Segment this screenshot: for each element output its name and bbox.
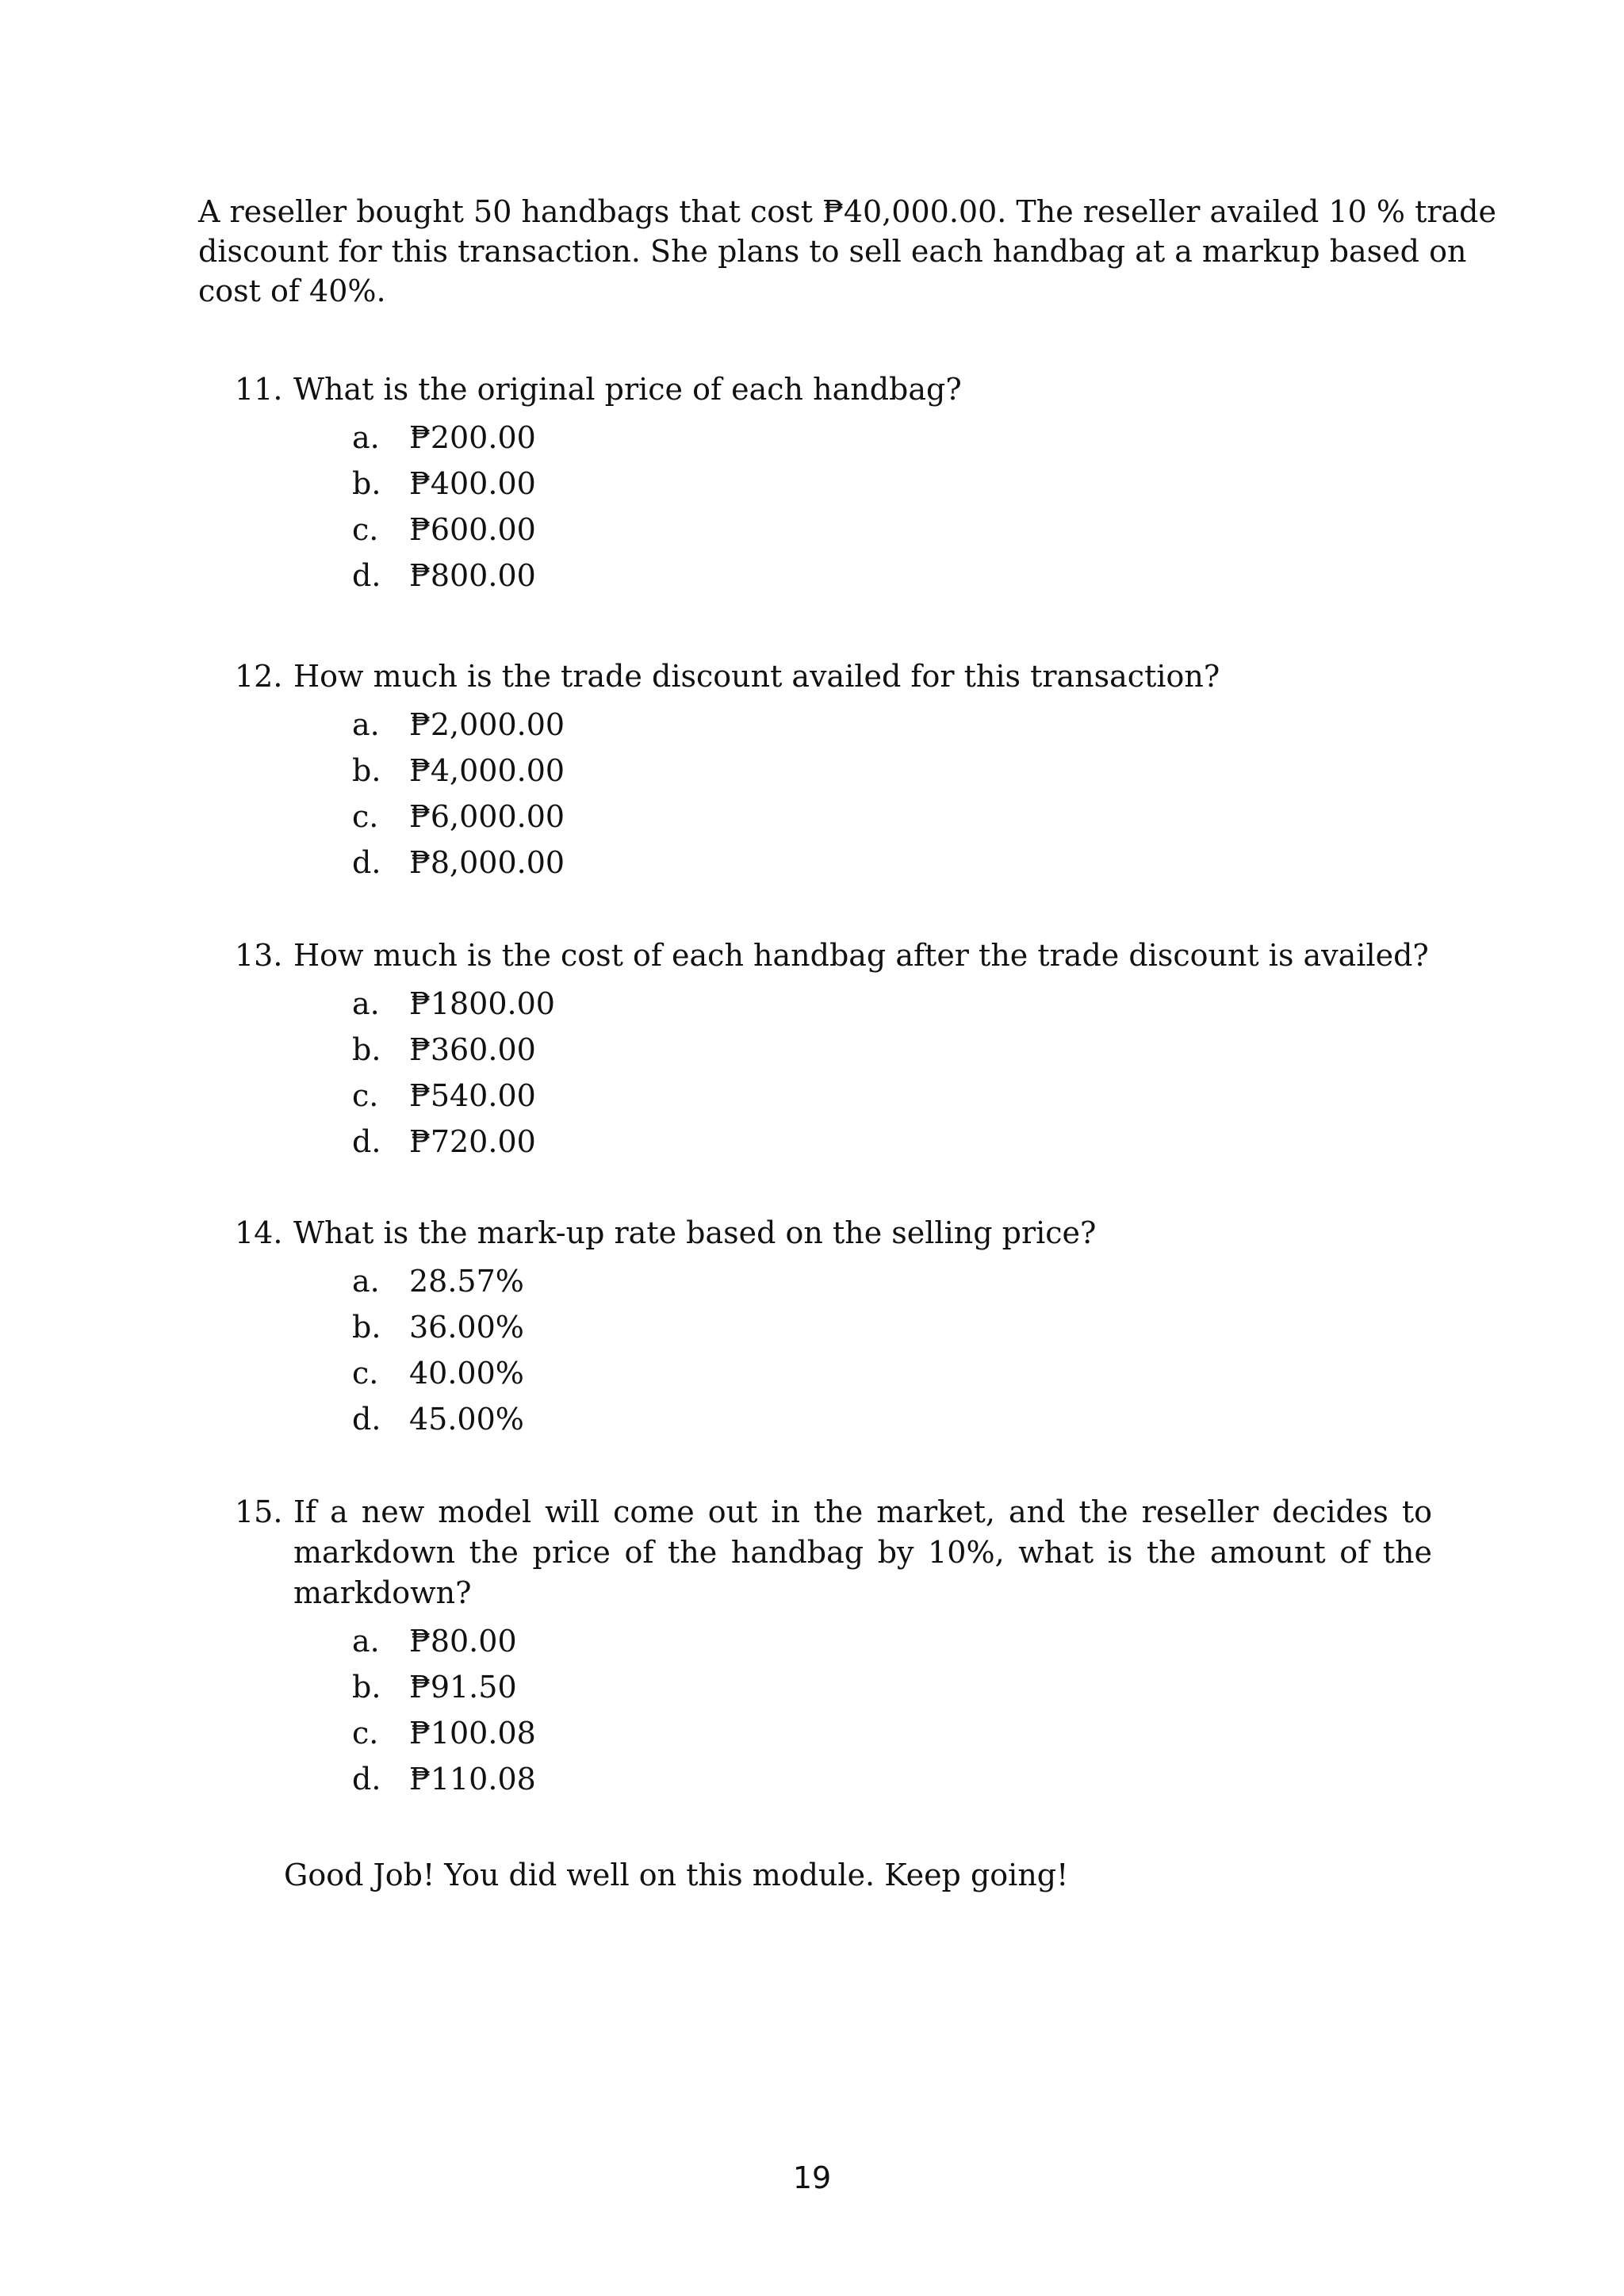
choice-letter: d. (352, 558, 381, 593)
problem-statement-line: A reseller bought 50 handbags that cost ₱40,000.00. The reseller availed 10 % trade (198, 194, 1496, 229)
question-14 (235, 1213, 1432, 1442)
choice-letter: b. (352, 1670, 381, 1705)
choice-letter: a. (352, 1264, 380, 1299)
question-text-line: If a new model will come out in the market, and the reseller decides to (293, 1494, 1432, 1529)
question-stem (235, 656, 1432, 697)
question-11 (235, 369, 1432, 599)
answer-choice (235, 1710, 1432, 1756)
question-stem (235, 369, 1432, 410)
question-text: What is the original price of each handbag? (293, 372, 962, 407)
answer-choice (235, 1073, 1432, 1119)
answer-choices (235, 1258, 1432, 1442)
answer-choice (235, 1350, 1432, 1396)
answer-choice (235, 553, 1432, 599)
choice-value: ₱600.00 (409, 512, 536, 547)
answer-choice (235, 794, 1432, 840)
choice-value: ₱800.00 (409, 558, 536, 593)
answer-choices (235, 981, 1432, 1165)
answer-choice (235, 415, 1432, 461)
answer-choice (235, 461, 1432, 507)
choice-letter: d. (352, 1762, 381, 1797)
answer-choice (235, 748, 1432, 794)
choice-value: ₱100.08 (409, 1716, 536, 1751)
answer-choice (235, 840, 1432, 886)
choice-letter: b. (352, 753, 381, 788)
choice-value: ₱80.00 (409, 1624, 517, 1659)
choice-letter: d. (352, 845, 381, 880)
choice-value: ₱8,000.00 (409, 845, 565, 880)
choice-value: 28.57% (409, 1264, 524, 1299)
choice-letter: c. (352, 1356, 379, 1391)
choice-value: 36.00% (409, 1310, 524, 1345)
question-12 (235, 656, 1432, 886)
question-stem (235, 1492, 1432, 1613)
closing-message: Good Job! You did well on this module. Keep going! (284, 1858, 1069, 1892)
question-13 (235, 936, 1432, 1165)
problem-statement (198, 192, 1496, 311)
answer-choice (235, 1664, 1432, 1710)
page-number: 19 (792, 2160, 832, 2195)
answer-choice (235, 1027, 1432, 1073)
choice-letter: a. (352, 707, 380, 742)
choice-value: ₱360.00 (409, 1032, 536, 1067)
answer-choice (235, 702, 1432, 748)
question-text: What is the mark-up rate based on the selling price? (293, 1215, 1097, 1250)
choice-value: 45.00% (409, 1402, 524, 1437)
answer-choice (235, 1756, 1432, 1802)
question-text: How much is the trade discount availed for this transaction? (293, 659, 1220, 694)
choice-value: ₱200.00 (409, 420, 536, 455)
choice-letter: c. (352, 799, 379, 834)
answer-choice (235, 1258, 1432, 1304)
question-text: How much is the cost of each handbag after the trade discount is availed? (293, 938, 1429, 973)
choice-letter: b. (352, 1310, 381, 1345)
choice-value: ₱720.00 (409, 1124, 536, 1159)
question-number: 15. (235, 1494, 283, 1529)
answer-choice (235, 1396, 1432, 1442)
choice-value: ₱91.50 (409, 1670, 517, 1705)
answer-choice (235, 981, 1432, 1027)
question-number: 14. (235, 1215, 283, 1250)
choice-letter: c. (352, 1716, 379, 1751)
choice-letter: a. (352, 420, 380, 455)
choice-letter: b. (352, 1032, 381, 1067)
question-15 (235, 1492, 1432, 1802)
choice-letter: d. (352, 1402, 381, 1437)
answer-choices (235, 415, 1432, 599)
choice-letter: d. (352, 1124, 381, 1159)
choice-value: ₱400.00 (409, 466, 536, 501)
problem-statement-line: cost of 40%. (198, 274, 386, 308)
choice-letter: b. (352, 466, 381, 501)
answer-choice (235, 507, 1432, 553)
question-number: 13. (235, 938, 283, 973)
choice-letter: c. (352, 1078, 379, 1113)
choice-value: 40.00% (409, 1356, 524, 1391)
answer-choices (235, 1618, 1432, 1802)
problem-statement-line: discount for this transaction. She plans to sell each handbag at a markup based on (198, 234, 1467, 269)
choice-letter: a. (352, 986, 380, 1021)
choice-value: ₱4,000.00 (409, 753, 565, 788)
question-stem (235, 936, 1432, 976)
answer-choice (235, 1119, 1432, 1165)
choice-value: ₱1800.00 (409, 986, 555, 1021)
question-text-line: markdown? (293, 1575, 472, 1610)
choice-letter: a. (352, 1624, 380, 1659)
answer-choice (235, 1618, 1432, 1664)
question-text-line: markdown the price of the handbag by 10%, what is the amount of the (293, 1535, 1432, 1570)
question-number: 11. (235, 372, 283, 407)
question-stem (235, 1213, 1432, 1253)
choice-value: ₱110.08 (409, 1762, 536, 1797)
question-number: 12. (235, 659, 283, 694)
choice-value: ₱2,000.00 (409, 707, 565, 742)
choice-value: ₱540.00 (409, 1078, 536, 1113)
choice-value: ₱6,000.00 (409, 799, 565, 834)
answer-choices (235, 702, 1432, 886)
choice-letter: c. (352, 512, 379, 547)
answer-choice (235, 1304, 1432, 1350)
